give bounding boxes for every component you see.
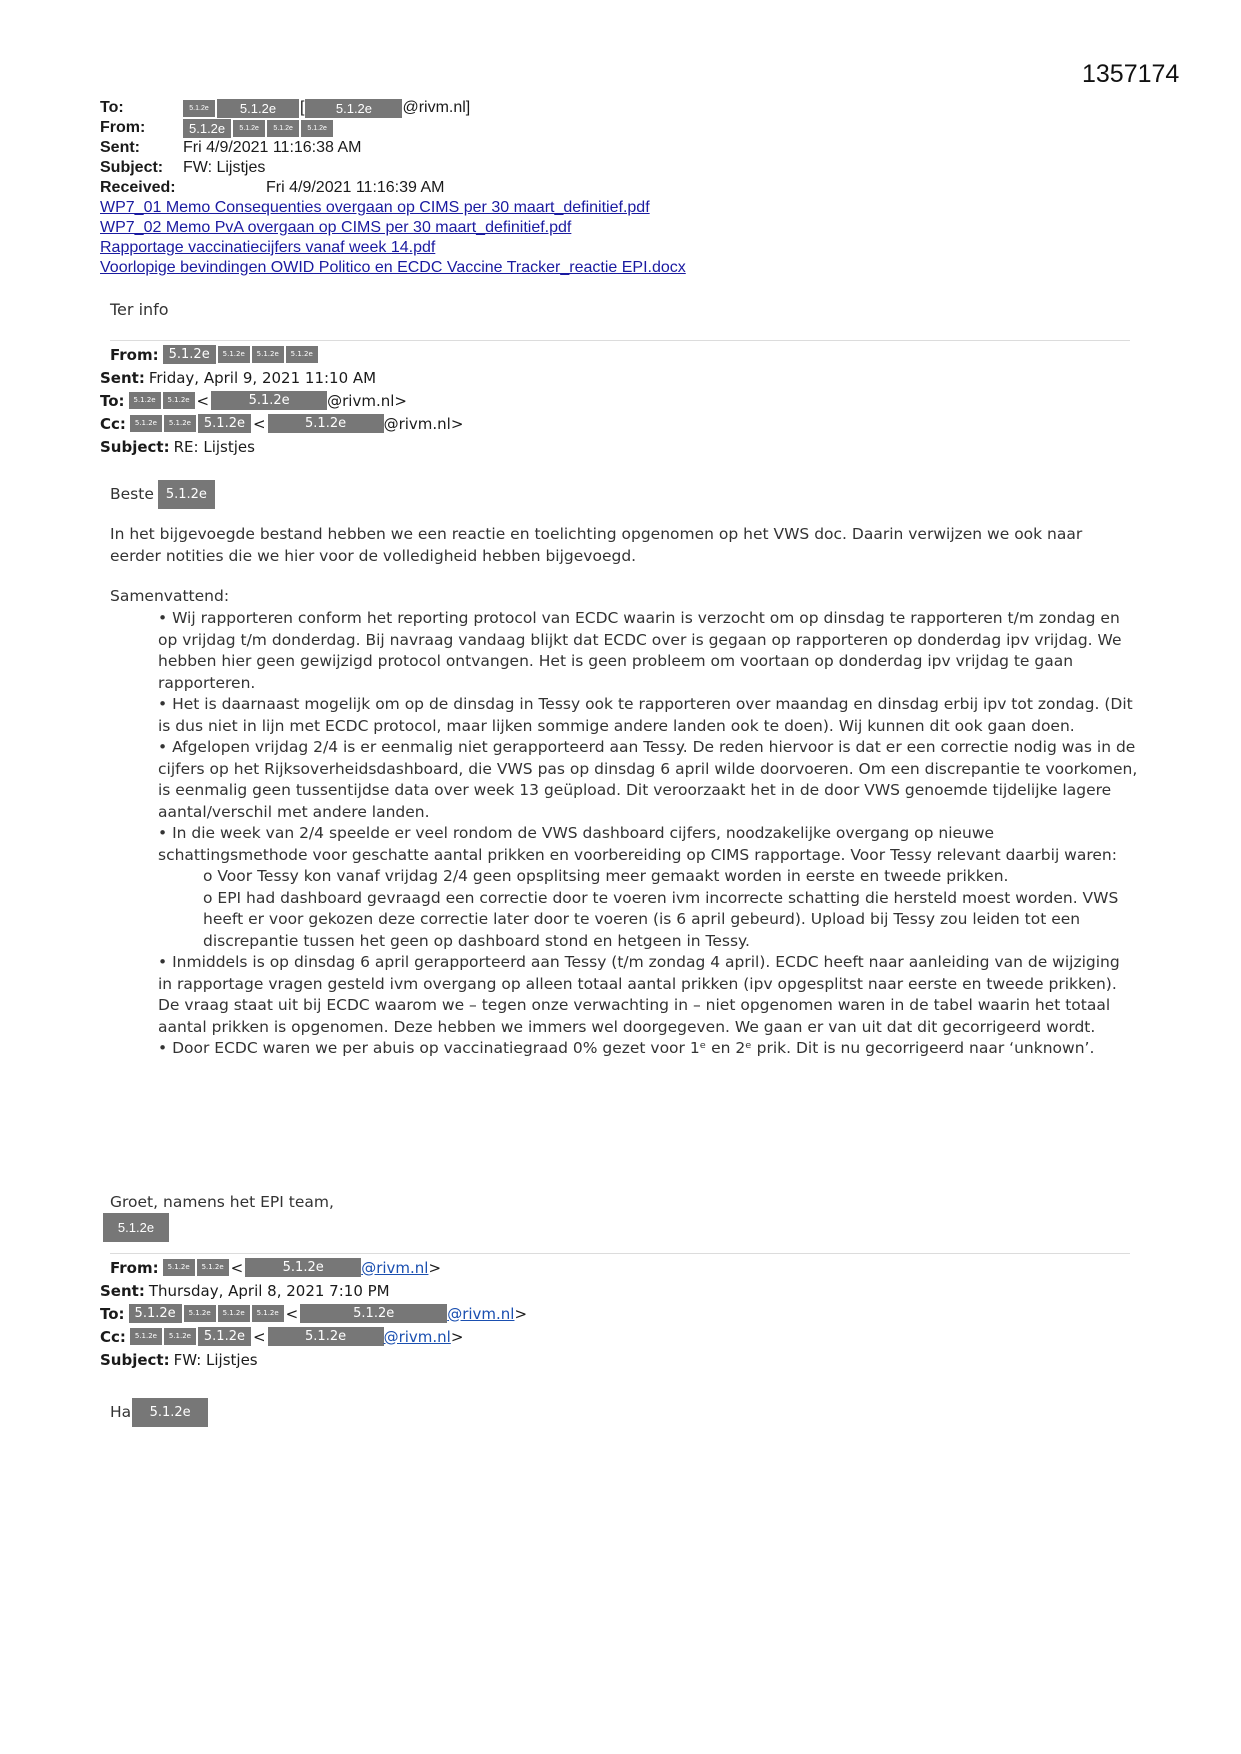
- received-label: Received:: [100, 179, 176, 196]
- sub-list-item: o EPI had dashboard gevraagd een correctie door te voeren ivm incorrecte schatting die hersteld moest worden. VWS heeft er voor gekozen deze correctie later door te voeren (is 6 april gebeurd). Upload bij Tessy zou leiden tot een discrepantie tussen het geen op dashboard stond en hetgeen in Tessy.: [203, 888, 1119, 950]
- received-date: Fri 4/9/2021 11:16:39 AM: [266, 179, 445, 196]
- redaction: 5.1.2e: [198, 1327, 251, 1346]
- list-item: • Wij rapporteren conform het reporting protocol van ECDC waarin is verzocht om op dinsdag te rapporteren t/m zondag en op vrijdag t/m donderdag. Bij navraag vandaag blijkt dat ECDC over is gegaan op rapporteren op donderdag ipv vrijdag. We hebben hier geen gewijzigd protocol ontvangen. Het is geen probleem om voortaan op donderdag ipv vrijdag te gaan rapporteren.: [158, 609, 1122, 692]
- email3-header: [100, 1256, 527, 1371]
- redaction: 5.1.2e: [305, 99, 402, 118]
- sent-date: Friday, April 9, 2021 11:10 AM: [148, 368, 377, 387]
- signature: [103, 1213, 169, 1242]
- sent-label: Sent:: [100, 139, 140, 156]
- subject-label: Subject:: [100, 159, 164, 176]
- redaction: 5.1.2e: [163, 392, 195, 409]
- redaction: 5.1.2e: [268, 414, 384, 433]
- email-domain: @rivm.nl]: [402, 99, 471, 116]
- email1-subject-row: [100, 158, 686, 178]
- from-label: From:: [100, 119, 146, 136]
- email3-from-row: From: 5.1.2e 5.1.2e < 5.1.2e @rivm.nl >: [110, 1258, 442, 1277]
- subject-label: Subject:: [100, 1350, 170, 1369]
- divider: [110, 340, 1130, 341]
- email3-sent-row: [100, 1279, 527, 1302]
- redaction: 5.1.2e: [183, 119, 231, 138]
- email1-from-row: [100, 118, 686, 138]
- email1-sent-row: [100, 138, 686, 158]
- list-item: • Door ECDC waren we per abuis op vaccinatiegraad 0% gezet voor 1ᵉ en 2ᵉ prik. Dit is nu gecorrigeerd naar ‘unknown’.: [158, 1039, 1095, 1057]
- sent-date: Fri 4/9/2021 11:16:38 AM: [183, 139, 362, 156]
- attachment-link[interactable]: WP7_01 Memo Consequenties overgaan op CIMS per 30 maart_definitief.pdf: [100, 199, 650, 216]
- redaction: 5.1.2e: [132, 1398, 208, 1427]
- redaction: 5.1.2e: [268, 1327, 384, 1346]
- redaction: 5.1.2e: [218, 1305, 250, 1322]
- from-label: From:: [110, 1258, 159, 1277]
- redaction: 5.1.2e: [183, 100, 215, 117]
- redaction: 5.1.2e: [130, 1328, 162, 1345]
- redaction: 5.1.2e: [211, 391, 327, 410]
- from-label: From:: [110, 345, 159, 364]
- email1-header: [100, 98, 686, 278]
- subject-label: Subject:: [100, 437, 170, 456]
- redaction: 5.1.2e: [197, 1259, 229, 1276]
- email1-received-row: [100, 178, 686, 198]
- list-item: • Afgelopen vrijdag 2/4 is er eenmalig niet gerapporteerd aan Tessy. De reden hiervoor is dat er een correctie nodig was in de cijfers op het Rijksoverheidsdashboard, die VWS pas op dinsdag 6 april wilde doorvoeren. Om een discrepantie te voorkomen, is eenmalig geen tussentijdse data over week 13 geüpload. Dit veroorzaakt het in de door VWS genoemde tijdelijke lagere aantal/verschil met andere landen.: [158, 738, 1138, 821]
- email2-cc-row: Cc: 5.1.2e 5.1.2e 5.1.2e < 5.1.2e @rivm.nl>: [100, 414, 464, 433]
- to-label: To:: [100, 1304, 125, 1323]
- subject: RE: Lijstjes: [173, 437, 255, 456]
- list-item: • Inmiddels is op dinsdag 6 april gerapporteerd aan Tessy (t/m zondag 4 april). ECDC heeft naar aanleiding van de wijziging in rapportage vragen gesteld ivm overgang op alleen totaal aantal prikken (ipv opgesplitst naar eerste en tweede prikken). De vraag staat uit bij ECDC waarom we – tegen onze verwachting in – niet opgenomen waren in de tabel waarin het totaal aantal prikken is opgenomen. Deze hebben we immers wel doorgegeven. We gaan er van uit dat dit gecorrigeerd wordt.: [158, 953, 1120, 1036]
- redaction: 5.1.2e: [130, 415, 162, 432]
- redaction: 5.1.2e: [163, 345, 216, 364]
- email3-cc-row: Cc: 5.1.2e 5.1.2e 5.1.2e < 5.1.2e @rivm.nl >: [100, 1327, 464, 1346]
- email-link[interactable]: @rivm.nl: [361, 1258, 429, 1277]
- redaction: 5.1.2e: [103, 1213, 169, 1242]
- email3-greeting: Ha 5.1.2e: [110, 1398, 1130, 1427]
- email-domain: @rivm.nl>: [327, 391, 407, 410]
- email2-from-row: [100, 343, 463, 366]
- list-item: • Het is daarnaast mogelijk om op de dinsdag in Tessy ook te rapporteren over maandag en dinsdag erbij ipv tot zondag. (Dit is dus niet in lijn met ECDC protocol, maar lijken sommige andere landen ook te doen). Wij kunnen dit ook gaan doen.: [158, 695, 1133, 735]
- to-label: To:: [100, 99, 124, 116]
- summary-label: Samenvattend:: [110, 587, 230, 605]
- document-number: 1357174: [1082, 60, 1180, 88]
- email-link[interactable]: @rivm.nl: [447, 1304, 515, 1323]
- redaction: 5.1.2e: [129, 1304, 182, 1323]
- subject: FW: Lijstjes: [173, 1350, 258, 1369]
- redaction: 5.1.2e: [300, 1304, 447, 1323]
- redaction: 5.1.2e: [245, 1258, 361, 1277]
- sub-list-item: o Voor Tessy kon vanaf vrijdag 2/4 geen opsplitsing meer gemaakt worden in eerste en tweede prikken.: [203, 867, 1009, 885]
- redaction: 5.1.2e: [164, 1328, 196, 1345]
- sent-date: Thursday, April 8, 2021 7:10 PM: [148, 1281, 390, 1300]
- attachment-link[interactable]: Rapportage vaccinatiecijfers vanaf week 14.pdf: [100, 239, 436, 256]
- email2-subject-row: [100, 435, 463, 458]
- redaction: 5.1.2e: [286, 346, 318, 363]
- email-domain: @rivm.nl>: [383, 414, 464, 433]
- redaction: 5.1.2e: [252, 346, 284, 363]
- redaction: 5.1.2e: [158, 480, 215, 509]
- email2-greeting: Beste 5.1.2e: [110, 480, 1130, 509]
- email2-to-row: To: 5.1.2e 5.1.2e < 5.1.2e @rivm.nl>: [100, 391, 407, 410]
- redaction: 5.1.2e: [233, 120, 265, 137]
- subject: FW: Lijstjes: [183, 159, 266, 176]
- summary-list: [158, 608, 1138, 1060]
- sent-label: Sent:: [100, 368, 145, 387]
- email1-to-row: To: 5.1.2e 5.1.2e [ 5.1.2e @rivm.nl]: [100, 99, 471, 116]
- redaction: 5.1.2e: [129, 392, 161, 409]
- redaction: 5.1.2e: [198, 414, 251, 433]
- cc-label: Cc:: [100, 414, 126, 433]
- divider: [110, 1253, 1130, 1254]
- to-label: To:: [100, 391, 125, 410]
- redaction: 5.1.2e: [164, 415, 196, 432]
- redaction: 5.1.2e: [301, 120, 333, 137]
- redaction: 5.1.2e: [184, 1305, 216, 1322]
- email2-header: [100, 343, 463, 458]
- cc-label: Cc:: [100, 1327, 126, 1346]
- email3-subject-row: [100, 1348, 527, 1371]
- email-link[interactable]: @rivm.nl: [383, 1327, 451, 1346]
- closing: Groet, namens het EPI team,: [110, 1193, 334, 1211]
- redaction: 5.1.2e: [218, 346, 250, 363]
- redaction: 5.1.2e: [163, 1259, 195, 1276]
- list-item: • In die week van 2/4 speelde er veel rondom de VWS dashboard cijfers, noodzakelijke overgang op nieuwe schattingsmethode voor geschatte aantal prikken en voorbereiding op CIMS rapportage. Voor Tessy relevant daarbij waren:: [158, 824, 1117, 864]
- attachment-link[interactable]: Voorlopige bevindingen OWID Politico en ECDC Vaccine Tracker_reactie EPI.docx: [100, 259, 686, 276]
- attachment-link[interactable]: WP7_02 Memo PvA overgaan op CIMS per 30 maart_definitief.pdf: [100, 219, 572, 236]
- email2-intro: In het bijgevoegde bestand hebben we een reactie en toelichting opgenomen op het VWS doc. Daarin verwijzen we ook naar eerder notities die we hier voor de volledigheid hebben bijgevoegd.: [110, 525, 1083, 565]
- redaction: 5.1.2e: [217, 99, 299, 118]
- redaction: 5.1.2e: [267, 120, 299, 137]
- email1-body: Ter info: [110, 300, 169, 319]
- email3-to-row: To: 5.1.2e 5.1.2e 5.1.2e 5.1.2e < 5.1.2e @rivm.nl >: [100, 1304, 528, 1323]
- redaction: 5.1.2e: [252, 1305, 284, 1322]
- sent-label: Sent:: [100, 1281, 145, 1300]
- email2-sent-row: [100, 366, 463, 389]
